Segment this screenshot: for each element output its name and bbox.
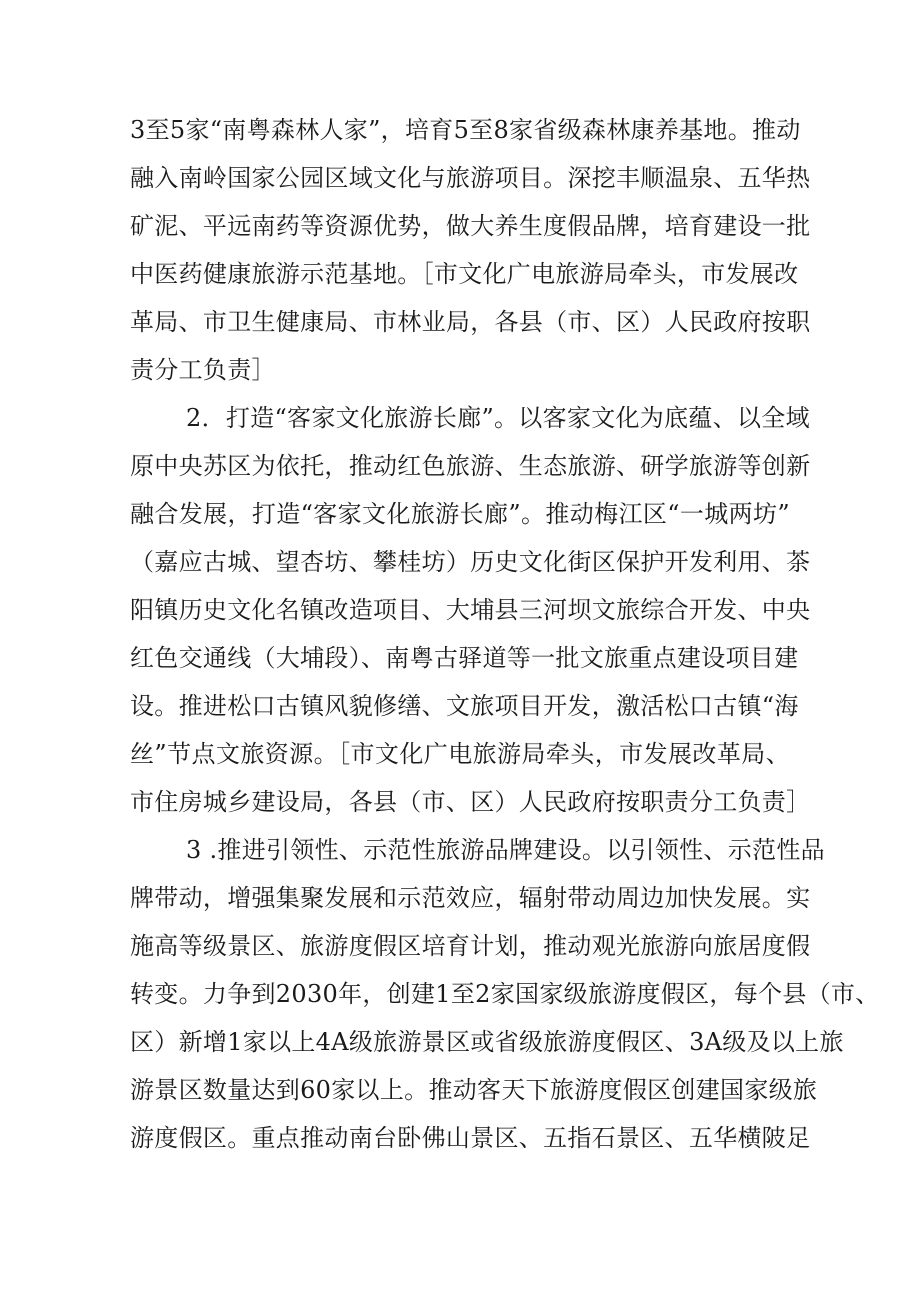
text-line: 丝”节点文旅资源。［市文化广电旅游局牵头，市发展改革局、 bbox=[130, 740, 790, 768]
text-line: 牌带动，增强集聚发展和示范效应，辐射带动周边加快发展。实 bbox=[130, 884, 811, 912]
text-line: 市住房城乡建设局，各县（市、区）人民政府按职责分工负责］ bbox=[130, 788, 811, 816]
text-line: 革局、市卫生健康局、市林业局，各县（市、区）人民政府按职 bbox=[130, 308, 811, 336]
text-line: 游景区数量达到60家以上。推动客天下旅游度假区创建国家级旅 bbox=[130, 1076, 818, 1104]
text-line: 红色交通线（大埔段）、南粤古驿道等一批文旅重点建设项目建 bbox=[130, 644, 799, 672]
text-line: 设。推进松口古镇风貌修缮、文旅项目开发，激活松口古镇“海 bbox=[130, 692, 799, 720]
text-line: 矿泥、平远南药等资源优势，做大养生度假品牌，培育建设一批 bbox=[130, 212, 811, 240]
text-line: 区）新增1家以上4A级旅游景区或省级旅游度假区、3A级及以上旅 bbox=[130, 1028, 844, 1056]
text-line: 施高等级景区、旅游度假区培育计划，推动观光旅游向旅居度假 bbox=[130, 932, 811, 960]
text-line: （嘉应古城、望杏坊、攀桂坊）历史文化街区保护开发利用、茶 bbox=[130, 548, 811, 576]
text-line: 3至5家“南粤森林人家”，培育5至8家省级森林康养基地。推动 bbox=[130, 116, 801, 144]
text-line: 融合发展，打造“客家文化旅游长廊”。推动梅江区“一城两坊” bbox=[130, 500, 790, 528]
text-line: 阳镇历史文化名镇改造项目、大埔县三河坝文旅综合开发、中央 bbox=[130, 596, 811, 624]
paragraph-heading-line: 2．打造“客家文化旅游长廊”。以客家文化为底蕴、以全域 bbox=[186, 404, 810, 432]
text-line: 转变。力争到2030年，创建1至2家国家级旅游度假区，每个县（市、 bbox=[130, 980, 880, 1008]
text-line: 原中央苏区为依托，推动红色旅游、生态旅游、研学旅游等创新 bbox=[130, 452, 811, 480]
text-line: 责分工负责］ bbox=[130, 356, 276, 384]
text-line: 融入南岭国家公园区域文化与旅游项目。深挖丰顺温泉、五华热 bbox=[130, 164, 811, 192]
text-line: 游度假区。重点推动南台卧佛山景区、五指石景区、五华横陂足 bbox=[130, 1124, 811, 1152]
paragraph-heading-line: 3 .推进引领性、示范性旅游品牌建设。以引领性、示范性品 bbox=[186, 836, 825, 864]
text-line: 中医药健康旅游示范基地。［市文化广电旅游局牵头，市发展改 bbox=[130, 260, 799, 288]
